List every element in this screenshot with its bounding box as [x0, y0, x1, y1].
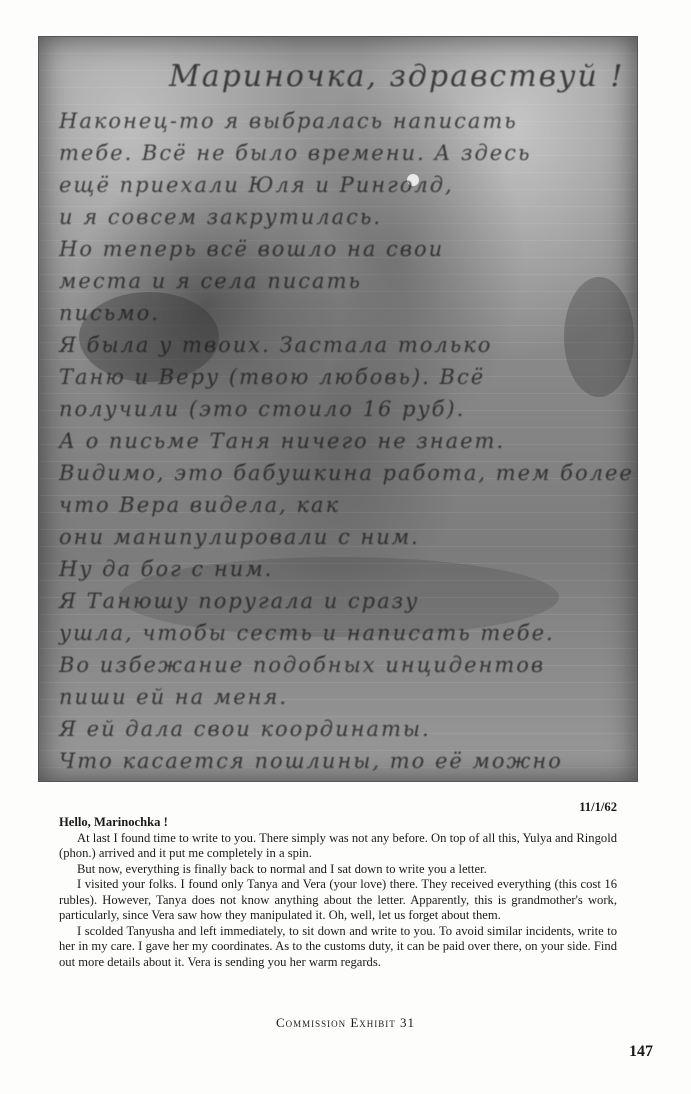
handwritten-line: они манипулировали с ним.: [59, 525, 420, 549]
handwritten-line: письмо.: [59, 301, 160, 325]
handwritten-line: Я была у твоих. Застала только: [59, 333, 493, 357]
handwritten-letter-photo: [38, 36, 638, 782]
handwritten-line: что Вера видела, как: [59, 493, 341, 517]
handwritten-line: Видимо, это бабушкина работа, тем более: [59, 461, 634, 485]
handwritten-line: получили (это стоило 16 руб).: [59, 397, 466, 421]
handwritten-line: Наконец-то я выбралась написать: [59, 109, 518, 133]
translation-paragraph: At last I found time to write to you. There simply was not any before. On top of all this, Yulya and Ringold (phon.) arrived and it put me completely in a spin.: [59, 830, 617, 860]
exhibit-caption: Commission Exhibit 31: [275, 1015, 416, 1030]
translation-greeting: Hello, Marinochka !: [59, 815, 168, 829]
translation-date: 11/1/62: [579, 800, 617, 814]
handwritten-line: пиши ей на меня.: [59, 685, 289, 709]
handwritten-line: А о письме Таня ничего не знает.: [59, 429, 506, 453]
handwritten-line: Я Танюшу поругала и сразу: [59, 589, 420, 613]
translation-paragraph: But now, everything is finally back to normal and I sat down to write you a letter.: [77, 861, 487, 876]
handwritten-line: места и я села писать: [59, 269, 362, 293]
handwritten-line: ещё приехали Юля и Ринголд,: [59, 173, 454, 197]
handwritten-line: Таню и Веру (твою любовь). Всё: [59, 365, 486, 389]
handwritten-line: [59, 777, 617, 782]
handwritten-line: Что касается пошлины, то её можно: [59, 749, 563, 773]
handwritten-text: [39, 49, 637, 782]
handwritten-line: тебе. Всё не было времени. А здесь: [59, 141, 532, 165]
translation-paragraph: I scolded Tanyusha and left immediately, to sit down and write to you. To avoid similar incidents, write to her in my care. I gave her my coordinates. As to the customs duty, it can be paid over there, on your side. Find out more details about it. Vera is sending you her warm regards.: [59, 923, 617, 969]
handwritten-heading: Маринoчка, здравствуй !: [169, 59, 625, 94]
handwritten-line: Во избежание подобных инцидентов: [59, 653, 546, 677]
translation-block: [59, 800, 617, 970]
handwritten-line: ушла, чтобы сесть и написать тебе.: [59, 621, 555, 645]
handwritten-line: Я ей дала свои координаты.: [59, 717, 431, 741]
handwritten-line: и я совсем закрутилась.: [59, 205, 383, 229]
page-number: 147: [629, 1043, 653, 1060]
handwritten-line: Ну да бог с ним.: [59, 557, 274, 581]
handwritten-line: Но теперь всё вошло на свои: [59, 237, 445, 261]
translation-paragraph: I visited your folks. I found only Tanya and Vera (your love) there. They received everything (this cost 16 rubles). However, Tanya does not know anything about the letter. Apparently, this is grandmother's work, particularly, since Vera saw how they manipulated it. Oh, well, let us forget about them.: [59, 877, 617, 922]
